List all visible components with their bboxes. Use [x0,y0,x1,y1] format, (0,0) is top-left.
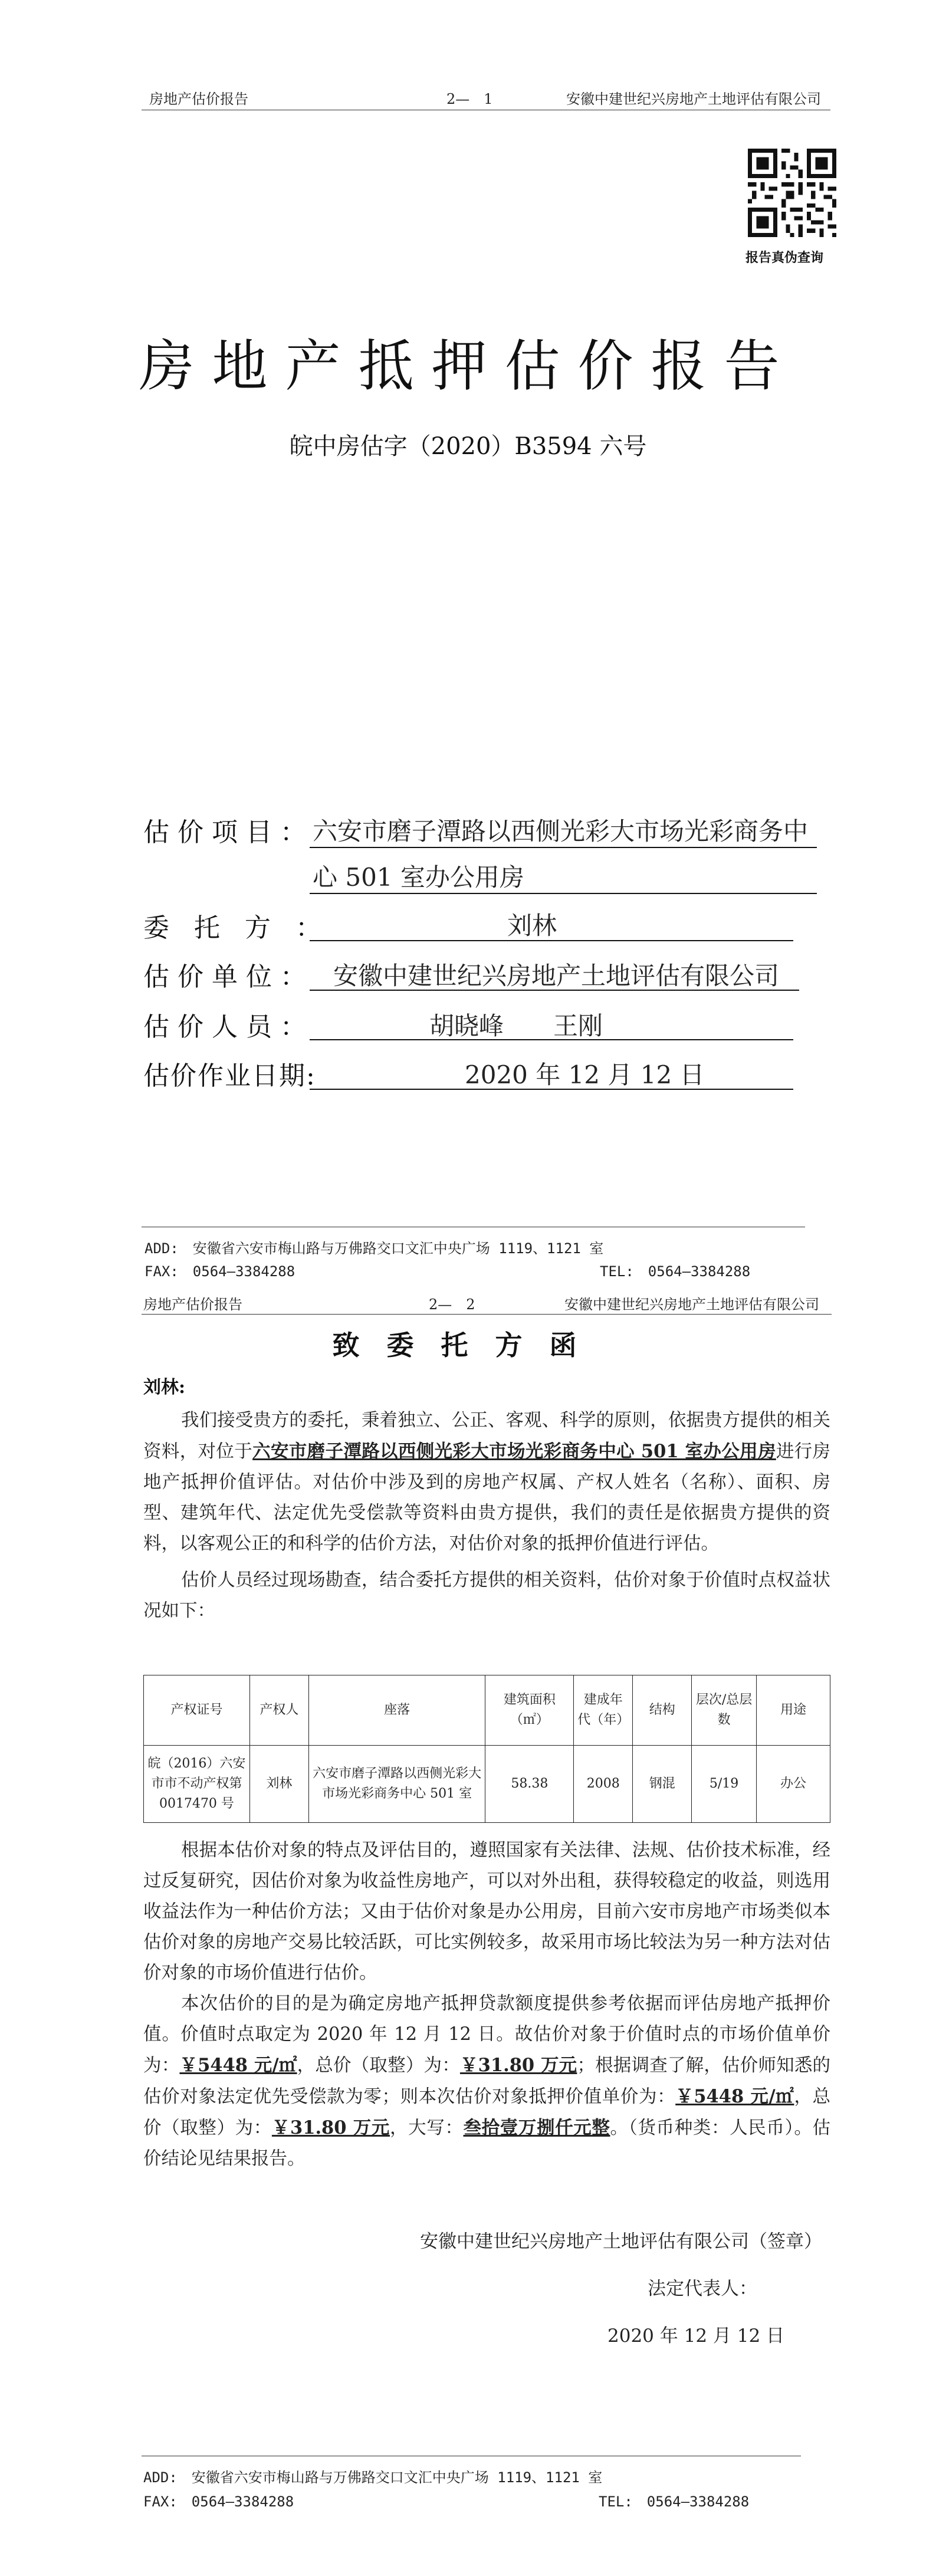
header-rule-p2 [142,1314,832,1315]
qr-caption: 报告真伪查询 [745,250,824,265]
table-cell: 58.38 [485,1746,574,1823]
running-header-left: 房地产估价报告 [149,91,248,107]
table-cell: 钢混 [633,1746,692,1823]
property-rights-table [143,1675,830,1823]
table-row [144,1746,830,1823]
table-cell: 5/19 [692,1746,757,1823]
work-date-label: 估价作业日期: [143,1061,316,1091]
work-date-value: 2020 年 12 月 12 日 [465,1060,705,1089]
running-header-right: 安徽中建世纪兴房地产土地评估有限公司 [566,91,821,107]
para4-text-6: 。（货币种类：人民币）。估价结论见结果报告。 [143,2118,830,2169]
footer-address: ADD: 安徽省六安市梅山路与万佛路交口文汇中央广场 1119、1121 室 [144,1240,604,1257]
project-value-line1: 六安市磨子潭路以西侧光彩大市场光彩商务中 [313,817,809,846]
footer-fax: FAX: 0564—3384288 [144,1263,295,1280]
market-unit-price: ￥5448 元/㎡ [179,2055,297,2076]
col-header: 产权证号 [144,1675,250,1746]
mortgage-unit-price: ￥5448 元/㎡ [675,2086,794,2107]
market-total-price: ￥31.80 万元 [459,2055,577,2076]
capital-amount: 叁拾壹万捌仟元整 [463,2117,610,2138]
letter-body-bottom [143,1835,830,2174]
col-header: 座落 [308,1675,485,1746]
para1-address: 六安市磨子潭路以西侧光彩大市场光彩商务中心 501 室办公用房 [252,1441,776,1462]
signing-company: 安徽中建世纪兴房地产土地评估有限公司（签章） [420,2231,822,2252]
staff-underline [310,1039,793,1040]
footer-tel-p2: TEL: 0564—3384288 [599,2493,750,2510]
paragraph-1 [143,1405,830,1559]
project-underline-1 [310,847,817,848]
paragraph-2: 估价人员经过现场勘查，结合委托方提供的相关资料，估价对象于价值时点权益状况如下： [143,1570,830,1621]
qr-code-icon[interactable] [748,149,836,237]
unit-underline [310,990,799,991]
para4-text-4: ，总价（取整）为： [143,2087,831,2138]
report-title: 房地产抵押估价报告 [139,334,797,399]
document-number: 皖中房估字（2020）B3594 六号 [289,433,647,460]
table-cell: 六安市磨子潭路以西侧光彩大市场光彩商务中心 501 室 [308,1746,485,1823]
valuation-unit-value: 安徽中建世纪兴房地产土地评估有限公司 [333,961,780,990]
date-underline [310,1089,793,1090]
letter-title: 致委托方函 [332,1329,604,1361]
table-cell: 2008 [574,1746,633,1823]
para4-text-1: 本次估价的目的是为确定房地产抵押贷款额度提供参考依据而评估房地产抵押价值。价值时点取定为 2020 年 12 月 12 日。故估价对象于价值时点的市场价值单价为： [143,1993,830,2076]
client-label: 委托方： [143,913,346,943]
para1-post: 进行房地产抵押价值评估。对估价中涉及到的房地产权属、产权人姓名（名称）、面积、房型、建筑年代、法定优先受偿款等资料由贵方提供，我们的责任是依据贵方提供的资料，以客观公正的和科学的估价方法，对估价对象的抵押价值进行评估。 [143,1441,831,1554]
table-cell: 办公 [757,1746,830,1823]
signing-date: 2020 年 12 月 12 日 [607,2325,785,2347]
client-value: 刘林 [507,911,557,940]
salutation: 刘林: [143,1377,186,1398]
client-underline [310,940,793,941]
col-header: 产权人 [249,1675,308,1746]
para4-text-2: ，总价（取整）为： [297,2055,460,2076]
project-label: 估价项目： [143,817,314,847]
col-header: 用途 [757,1675,830,1746]
legal-representative: 法定代表人： [648,2278,757,2299]
paragraph-4 [143,1989,830,2174]
table-cell: 刘林 [249,1746,308,1823]
table-header-row [144,1675,830,1746]
footer-address-p2: ADD: 安徽省六安市梅山路与万佛路交口文汇中央广场 1119、1121 室 [143,2469,603,2486]
running-header-right-p2: 安徽中建世纪兴房地产土地评估有限公司 [564,1296,819,1313]
project-underline-2 [310,893,817,894]
running-header-left-p2: 房地产估价报告 [143,1296,242,1313]
staff-label: 估价人员： [143,1012,314,1042]
valuation-unit-label: 估价单位： [143,962,314,992]
running-header-page-p2: 2— 2 [429,1296,475,1313]
footer-tel: TEL: 0564—3384288 [600,1263,751,1280]
paragraph-3: 根据本估价对象的特点及评估目的，遵照国家有关法律、法规、估价技术标准，经过反复研究，因估价对象为收益性房地产，可以对外出租，获得较稳定的收益，则选用收益法作为一种估价方法；又由于估价对象是办公用房，目前六安市房地产市场类似本估价对象的房地产交易比较活跃，可比实例较多，故采用市场比较法为另一种方法对估价对象的市场价值进行估价。 [143,1840,830,1983]
footer-fax-p2: FAX: 0564—3384288 [143,2493,294,2510]
para4-text-3: ；根据调查了解，估价师知悉的估价对象法定优先受偿款为零；则本次估价对象抵押价值单价为： [143,2055,831,2107]
running-header-page: 2— 1 [446,91,493,107]
letter-body-top [143,1405,830,1627]
col-header: 建筑面积（㎡） [485,1675,574,1746]
para1-pre: 我们接受贵方的委托，秉着独立、公正、客观、科学的原则，依据贵方提供的相关资料，对位于 [143,1410,830,1462]
col-header: 结构 [633,1675,692,1746]
mortgage-total-price: ￥31.80 万元 [271,2117,390,2138]
project-value-line2: 心 501 室办公用房 [313,863,524,892]
col-header: 建成年代（年） [574,1675,633,1746]
table-cell: 皖（2016）六安市市不动产权第 0017470 号 [144,1746,250,1823]
staff-value: 胡晓峰 王刚 [429,1011,603,1040]
col-header: 层次/总层数 [692,1675,757,1746]
para4-text-5: ，大写： [390,2118,464,2138]
